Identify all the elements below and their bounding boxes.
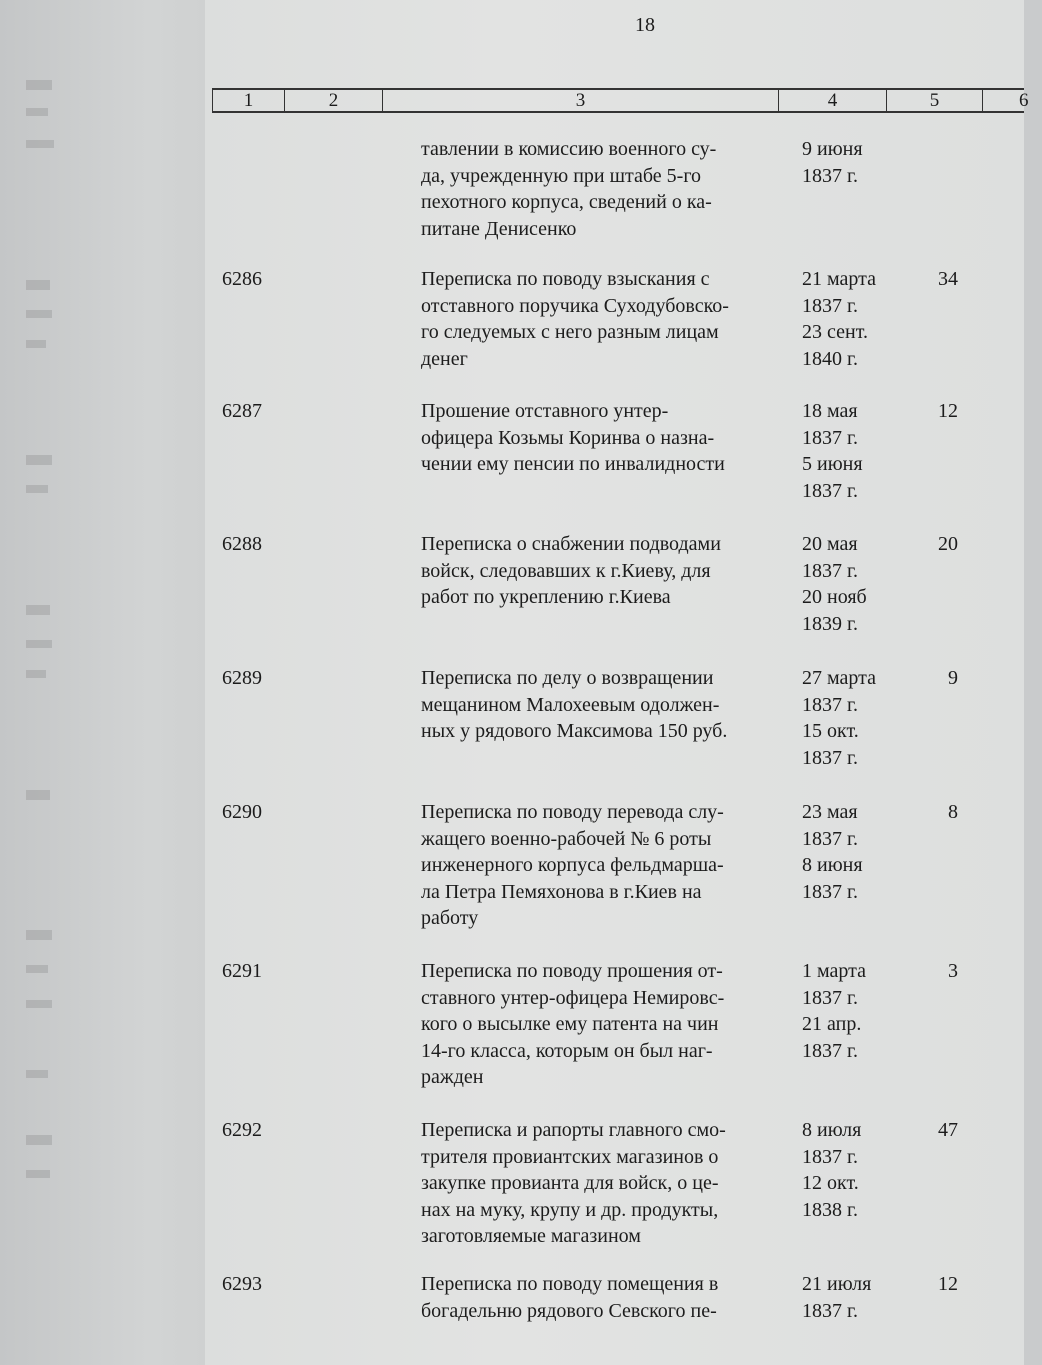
date-line: 1839 г. bbox=[802, 612, 858, 635]
sheet-count: 34 bbox=[938, 268, 958, 290]
date-line: 12 окт. bbox=[802, 1172, 859, 1194]
date-line: 8 июля bbox=[802, 1119, 862, 1141]
date-line: 23 мая bbox=[802, 801, 858, 823]
record-number: 6289 bbox=[222, 667, 262, 689]
description-cell bbox=[421, 1117, 793, 1250]
sheet-count: 12 bbox=[938, 400, 958, 422]
description-line: 14-го класса, которым он был наг- bbox=[421, 1039, 713, 1062]
column-header-4: 4 bbox=[778, 90, 886, 111]
sheet-count: 12 bbox=[938, 1273, 958, 1295]
table-header-row bbox=[212, 88, 1029, 113]
description-line: закупке провианта для войск, о це- bbox=[421, 1172, 719, 1194]
description-line: работу bbox=[421, 907, 479, 929]
date-line: 8 июня bbox=[802, 854, 863, 876]
column-header-5: 5 bbox=[886, 90, 982, 111]
description-line: Переписка по поводу прошения от- bbox=[421, 960, 723, 982]
date-line: 1 марта bbox=[802, 960, 866, 982]
description-line: офицера Козьмы Коринва о назна- bbox=[421, 426, 715, 449]
description-line: богадельню рядового Севского пе- bbox=[421, 1299, 717, 1322]
description-line: инженерного корпуса фельдмарша- bbox=[421, 854, 724, 876]
date-line: 1837 г. bbox=[802, 986, 858, 1009]
record-number: 6286 bbox=[222, 268, 262, 290]
description-line: Переписка по делу о возвращении bbox=[421, 667, 714, 689]
record-number: 6287 bbox=[222, 400, 262, 422]
description-line: Переписка и рапорты главного смо- bbox=[421, 1119, 726, 1141]
sheet-count: 20 bbox=[938, 533, 958, 555]
date-line: 1837 г. bbox=[802, 479, 858, 502]
description-line: питане Денисенко bbox=[421, 217, 577, 240]
description-cell bbox=[421, 398, 793, 478]
description-line: ных у рядового Максимова 150 руб. bbox=[421, 720, 728, 742]
date-line: 9 июня bbox=[802, 138, 863, 160]
description-line: да, учрежденную при штабе 5-го bbox=[421, 164, 702, 187]
column-header-2: 2 bbox=[284, 90, 382, 111]
description-cell bbox=[421, 136, 793, 242]
description-cell bbox=[421, 799, 793, 932]
date-line: 21 июля bbox=[802, 1273, 872, 1295]
date-line: 1837 г. bbox=[802, 693, 858, 716]
description-cell bbox=[421, 958, 793, 1091]
description-line: кого о высылке ему патента на чин bbox=[421, 1013, 719, 1035]
description-line: тавлении в комиссию военного су- bbox=[421, 138, 717, 160]
description-line: Переписка по поводу помещения в bbox=[421, 1273, 719, 1295]
column-header-1: 1 bbox=[212, 90, 284, 111]
date-line: 1837 г. bbox=[802, 164, 858, 187]
description-line: Прошение отставного унтер- bbox=[421, 400, 669, 422]
date-line: 20 нояб bbox=[802, 586, 867, 608]
date-line: 21 апр. bbox=[802, 1013, 862, 1035]
sheet-count: 9 bbox=[948, 667, 958, 689]
date-line: 1840 г. bbox=[802, 347, 858, 370]
column-header-6: 6 bbox=[982, 90, 1042, 111]
date-line: 1837 г. bbox=[802, 1145, 858, 1168]
record-number: 6291 bbox=[222, 960, 262, 982]
description-line: пехотного корпуса, сведений о ка- bbox=[421, 191, 712, 213]
record-number: 6288 bbox=[222, 533, 262, 555]
description-line: нах на муку, крупу и др. продукты, bbox=[421, 1198, 719, 1221]
sheet-count: 3 bbox=[948, 960, 958, 982]
page-number: 18 bbox=[635, 14, 655, 36]
description-cell bbox=[421, 531, 793, 611]
description-cell bbox=[421, 665, 793, 745]
description-line: денег bbox=[421, 347, 468, 370]
date-line: 1837 г. bbox=[802, 827, 858, 850]
description-line: мещанином Малохеевым одолжен- bbox=[421, 693, 720, 716]
date-line: 21 марта bbox=[802, 268, 876, 290]
description-line: ражден bbox=[421, 1066, 484, 1088]
sheet-count: 8 bbox=[948, 801, 958, 823]
description-line: Переписка по поводу взыскания с bbox=[421, 268, 710, 290]
description-line: трителя провиантских магазинов о bbox=[421, 1145, 719, 1168]
description-line: отставного поручика Суходубовско- bbox=[421, 294, 729, 317]
description-line: чении ему пенсии по инвалидности bbox=[421, 453, 725, 475]
date-line: 1837 г. bbox=[802, 559, 858, 582]
description-cell bbox=[421, 266, 793, 372]
sheet-count: 47 bbox=[938, 1119, 958, 1141]
description-line: жащего военно-рабочей № 6 роты bbox=[421, 827, 712, 850]
description-line: Переписка о снабжении подводами bbox=[421, 533, 721, 555]
date-line: 18 мая bbox=[802, 400, 858, 422]
description-line: Переписка по поводу перевода слу- bbox=[421, 801, 724, 823]
description-cell bbox=[421, 1271, 793, 1324]
column-header-3: 3 bbox=[382, 90, 778, 111]
date-line: 1837 г. bbox=[802, 294, 858, 317]
date-line: 1837 г. bbox=[802, 880, 858, 903]
record-number: 6290 bbox=[222, 801, 262, 823]
description-line: ла Петра Пемяхонова в г.Киев на bbox=[421, 880, 702, 903]
record-number: 6292 bbox=[222, 1119, 262, 1141]
date-line: 15 окт. bbox=[802, 720, 859, 742]
bleed-through-marks bbox=[20, 60, 60, 1340]
date-line: 27 марта bbox=[802, 667, 876, 689]
description-line: войск, следовавших к г.Киеву, для bbox=[421, 559, 711, 582]
date-line: 1837 г. bbox=[802, 1299, 858, 1322]
description-line: ставного унтер-офицера Немировс- bbox=[421, 986, 725, 1009]
date-line: 23 сент. bbox=[802, 321, 868, 343]
date-line: 20 мая bbox=[802, 533, 858, 555]
description-line: работ по укреплению г.Киева bbox=[421, 586, 671, 608]
description-line: заготовляемые магазином bbox=[421, 1225, 641, 1247]
dates-cell bbox=[802, 136, 912, 189]
date-line: 1837 г. bbox=[802, 1039, 858, 1062]
date-line: 1837 г. bbox=[802, 426, 858, 449]
date-line: 1838 г. bbox=[802, 1198, 858, 1221]
date-line: 5 июня bbox=[802, 453, 863, 475]
date-line: 1837 г. bbox=[802, 746, 858, 769]
description-line: го следуемых с него разным лицам bbox=[421, 321, 719, 343]
record-number: 6293 bbox=[222, 1273, 262, 1295]
